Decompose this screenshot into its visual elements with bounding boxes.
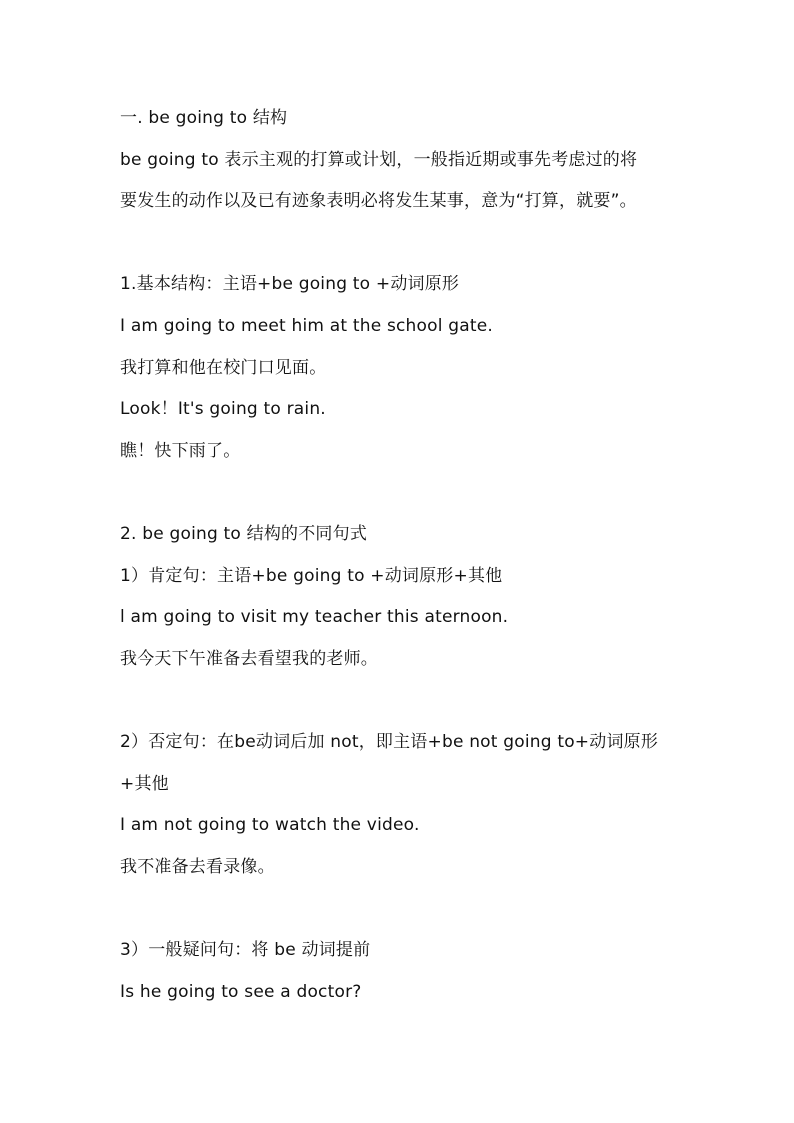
subheading-sentence-forms: 2. be going to 结构的不同句式 bbox=[120, 524, 368, 544]
example-sentence-zh-2: 瞧！快下雨了。 bbox=[120, 441, 241, 461]
negative-example-en: I am not going to watch the video. bbox=[120, 815, 420, 835]
negative-example-zh: 我不准备去看录像。 bbox=[120, 857, 275, 877]
affirmative-rule: 1）肯定句：主语+be going to +动词原形+其他 bbox=[120, 566, 503, 586]
affirmative-example-en: l am going to visit my teacher this aternoon. bbox=[120, 607, 509, 627]
negative-rule-line-1: 2）否定句：在be动词后加 not，即主语+be not going to+动词原形 bbox=[120, 732, 659, 752]
intro-paragraph-line-1: be going to 表示主观的打算或计划，一般指近期或事先考虑过的将 bbox=[120, 150, 638, 170]
subheading-basic-structure: 1.基本结构：主语+be going to +动词原形 bbox=[120, 274, 460, 294]
example-sentence-en-1: I am going to meet him at the school gate. bbox=[120, 316, 493, 336]
example-sentence-en-2: Look！It's going to rain. bbox=[120, 399, 326, 419]
intro-paragraph-line-2: 要发生的动作以及已有迹象表明必将发生某事，意为“打算，就要”。 bbox=[120, 191, 637, 211]
question-example-en: Is he going to see a doctor? bbox=[120, 982, 362, 1002]
section-heading-be-going-to: 一. be going to 结构 bbox=[120, 108, 288, 128]
affirmative-example-zh: 我今天下午准备去看望我的老师。 bbox=[120, 649, 378, 669]
negative-rule-line-2: +其他 bbox=[120, 774, 169, 794]
example-sentence-zh-1: 我打算和他在校门口见面。 bbox=[120, 358, 327, 378]
question-rule: 3）一般疑问句：将 be 动词提前 bbox=[120, 940, 371, 960]
